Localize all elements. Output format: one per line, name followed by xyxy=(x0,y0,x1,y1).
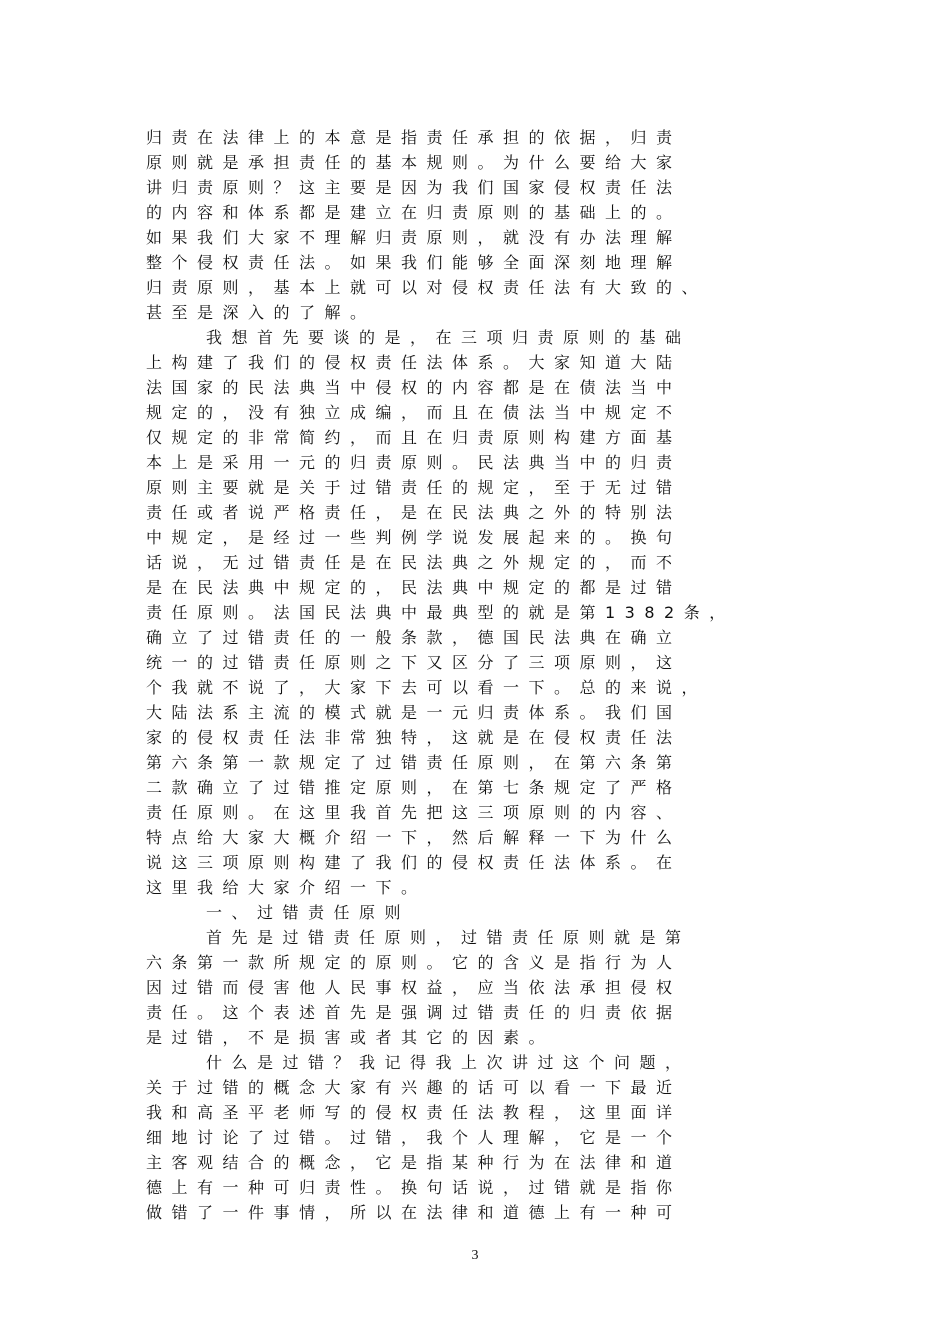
text-line: 家的侵权责任法非常独特，这就是在侵权责任法 xyxy=(146,728,682,747)
text-line: 一、过错责任原则 xyxy=(206,903,411,922)
text-line: 的内容和体系都是建立在归责原则的基础上的。 xyxy=(146,203,682,222)
text-line: 话说，无过错责任是在民法典之外规定的，而不 xyxy=(146,553,682,572)
text-line: 统一的过错责任原则之下又区分了三项原则，这 xyxy=(146,653,682,672)
text-line: 责任或者说严格责任，是在民法典之外的特别法 xyxy=(146,503,682,522)
text-line: 大陆法系主流的模式就是一元归责体系。我们国 xyxy=(146,703,682,722)
text-line: 原则就是承担责任的基本规则。为什么要给大家 xyxy=(146,153,682,172)
text-line: 责任原则。法国民法典中最典型的就是第1382条， xyxy=(146,603,735,622)
text-line: 关于过错的概念大家有兴趣的话可以看一下最近 xyxy=(146,1078,682,1097)
text-line: 法国家的民法典当中侵权的内容都是在债法当中 xyxy=(146,378,682,397)
text-line: 如果我们大家不理解归责原则，就没有办法理解 xyxy=(146,228,682,247)
page-number: 3 xyxy=(471,1248,479,1263)
text-line: 特点给大家大概介绍一下，然后解释一下为什么 xyxy=(146,828,682,847)
text-line: 这里我给大家介绍一下。 xyxy=(146,878,427,897)
text-line: 个我就不说了，大家下去可以看一下。总的来说， xyxy=(146,678,708,697)
text-line: 整个侵权责任法。如果我们能够全面深刻地理解 xyxy=(146,253,682,272)
text-line: 德上有一种可归责性。换句话说，过错就是指你 xyxy=(146,1178,682,1197)
text-line: 责任。这个表述首先是强调过错责任的归责依据 xyxy=(146,1003,682,1022)
text-line: 本上是采用一元的归责原则。民法典当中的归责 xyxy=(146,453,682,472)
text-line: 主客观结合的概念，它是指某种行为在法律和道 xyxy=(146,1153,682,1172)
text-line: 规定的，没有独立成编，而且在债法当中规定不 xyxy=(146,403,682,422)
text-line: 细地讨论了过错。过错，我个人理解，它是一个 xyxy=(146,1128,682,1147)
body-text xyxy=(146,125,806,1225)
text-line: 做错了一件事情，所以在法律和道德上有一种可 xyxy=(146,1203,682,1222)
text-line: 二款确立了过错推定原则，在第七条规定了严格 xyxy=(146,778,682,797)
text-line: 什么是过错？我记得我上次讲过这个问题， xyxy=(206,1053,691,1072)
text-line: 是过错，不是损害或者其它的因素。 xyxy=(146,1028,555,1047)
text-line: 第六条第一款规定了过错责任原则，在第六条第 xyxy=(146,753,682,772)
text-line: 确立了过错责任的一般条款，德国民法典在确立 xyxy=(146,628,682,647)
text-line: 中规定，是经过一些判例学说发展起来的。换句 xyxy=(146,528,682,547)
text-line: 因过错而侵害他人民事权益，应当依法承担侵权 xyxy=(146,978,682,997)
text-line: 甚至是深入的了解。 xyxy=(146,303,376,322)
text-line: 六条第一款所规定的原则。它的含义是指行为人 xyxy=(146,953,682,972)
text-line: 责任原则。在这里我首先把这三项原则的内容、 xyxy=(146,803,682,822)
text-line: 归责原则，基本上就可以对侵权责任法有大致的、 xyxy=(146,278,708,297)
text-line: 仅规定的非常简约，而且在归责原则构建方面基 xyxy=(146,428,682,447)
text-line: 上构建了我们的侵权责任法体系。大家知道大陆 xyxy=(146,353,682,372)
text-line: 说这三项原则构建了我们的侵权责任法体系。在 xyxy=(146,853,682,872)
text-line: 我和高圣平老师写的侵权责任法教程，这里面详 xyxy=(146,1103,682,1122)
text-line: 归责在法律上的本意是指责任承担的依据，归责 xyxy=(146,128,682,147)
text-line: 我想首先要谈的是，在三项归责原则的基础 xyxy=(206,328,691,347)
text-line: 首先是过错责任原则，过错责任原则就是第 xyxy=(206,928,691,947)
text-line: 讲归责原则？这主要是因为我们国家侵权责任法 xyxy=(146,178,682,197)
text-line: 是在民法典中规定的，民法典中规定的都是过错 xyxy=(146,578,682,597)
text-line: 原则主要就是关于过错责任的规定，至于无过错 xyxy=(146,478,682,497)
